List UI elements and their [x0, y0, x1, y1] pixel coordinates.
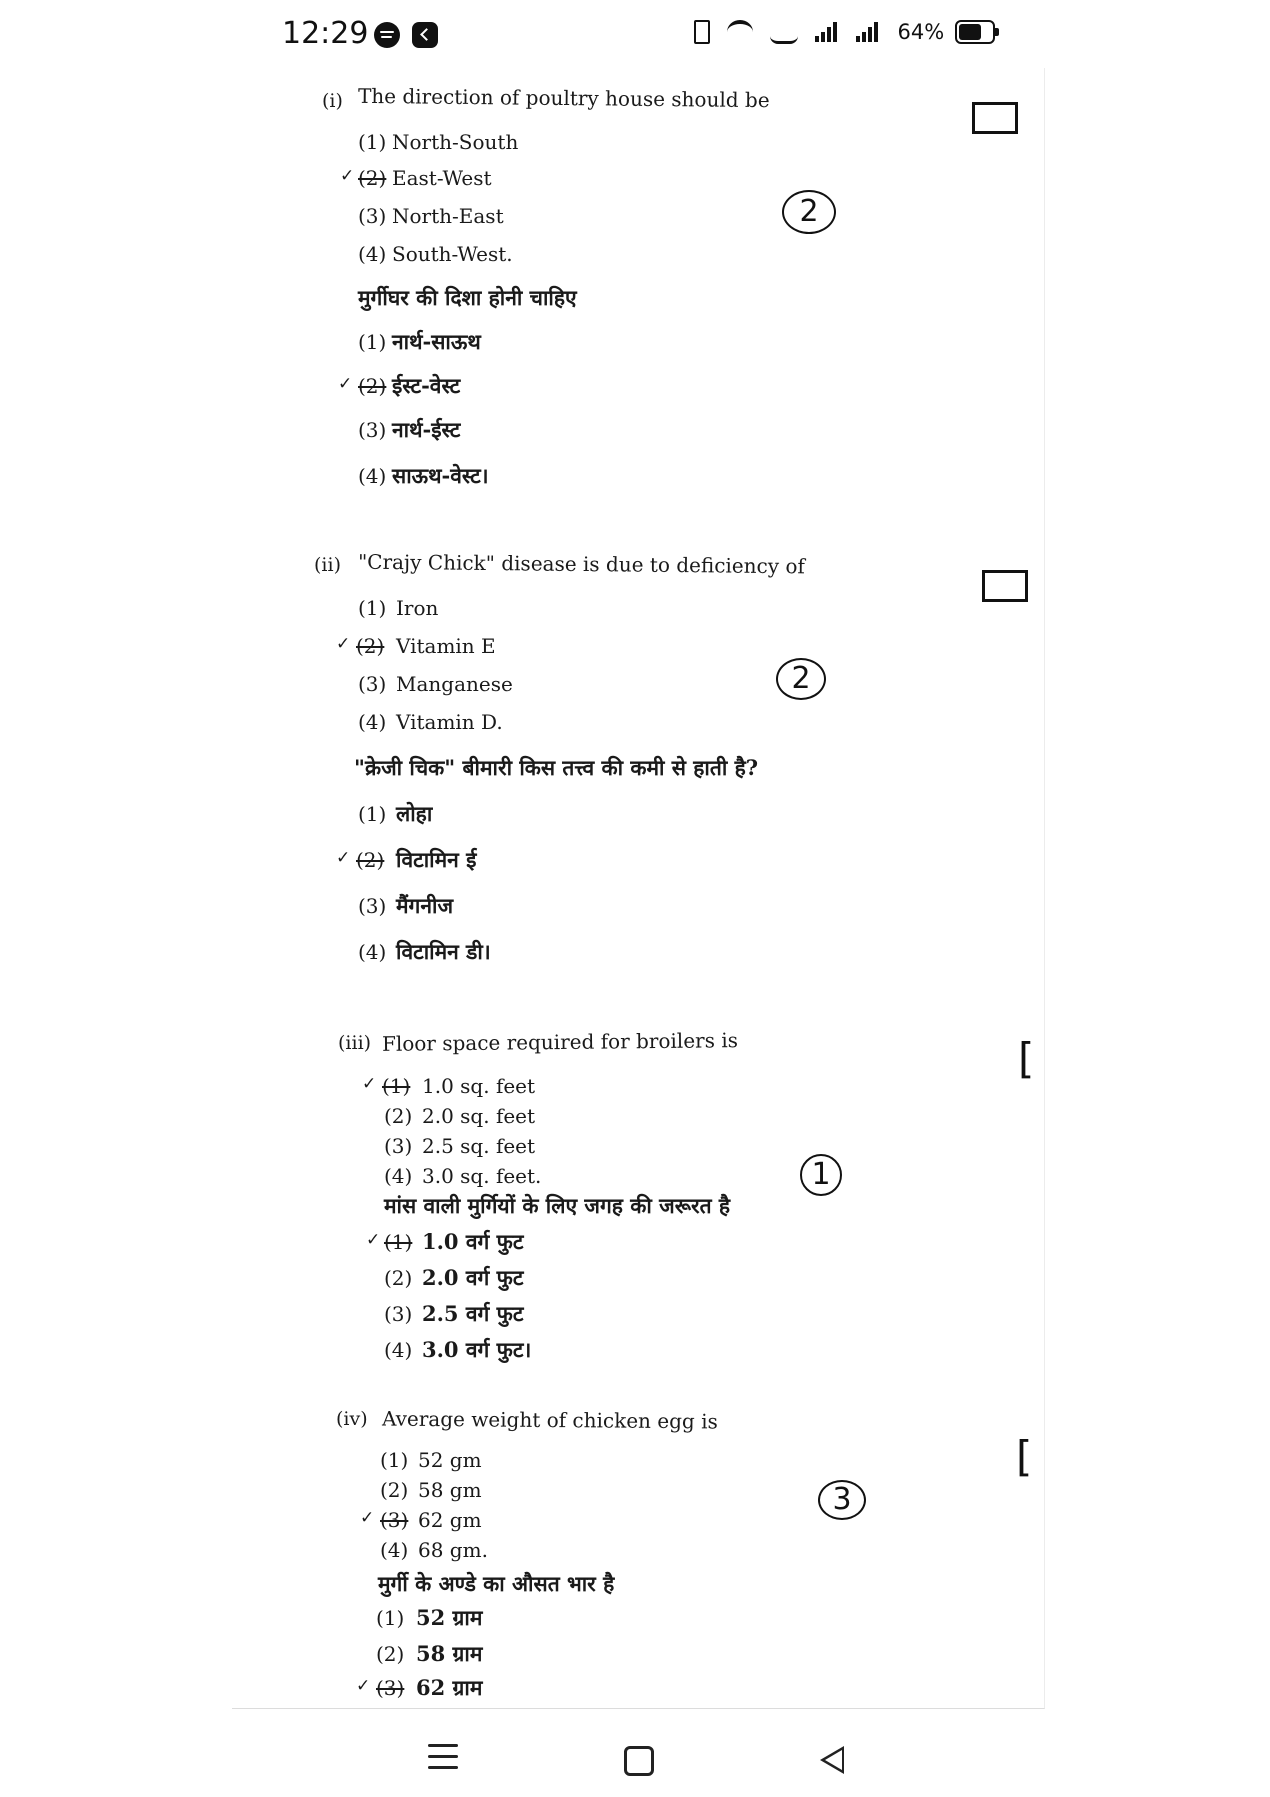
- answer-bracket: [: [1018, 1034, 1035, 1083]
- option-text: Iron: [396, 596, 439, 620]
- option-number: (2): [358, 374, 387, 398]
- option-text: 1.0 sq. feet: [422, 1074, 536, 1098]
- home-icon[interactable]: [624, 1746, 654, 1776]
- option-text-hindi: 62 ग्राम: [416, 1675, 483, 1700]
- option-text-hindi: 52 ग्राम: [416, 1605, 483, 1630]
- battery-icon: [955, 20, 995, 44]
- option-number: (1): [376, 1606, 405, 1630]
- option-number: (2): [358, 166, 387, 190]
- option-number: (4): [358, 242, 387, 266]
- menu-icon[interactable]: [428, 1744, 458, 1770]
- option-number: (2): [380, 1478, 409, 1502]
- navigation-bar: [0, 1708, 1270, 1797]
- option-text-hindi: 2.0 वर्ग फुट: [422, 1265, 524, 1290]
- answer-circle: 2: [776, 658, 826, 700]
- answer-bracket: [: [1016, 1432, 1033, 1481]
- spotify-icon: [374, 22, 400, 48]
- tick-mark: ✓: [360, 1508, 375, 1528]
- app-notification-icon: [412, 22, 438, 48]
- option-number: (2): [376, 1642, 405, 1666]
- answer-circle: 3: [818, 1480, 866, 1520]
- wifi-calling-icon: [770, 21, 798, 44]
- option-text-hindi: 1.0 वर्ग फुट: [422, 1229, 524, 1254]
- question-number: (iv): [336, 1408, 368, 1430]
- option-number: (1): [384, 1230, 413, 1254]
- option-number: (4): [358, 710, 387, 734]
- option-number: (1): [358, 130, 387, 154]
- status-time: 12:29: [282, 16, 369, 51]
- question-text: Average weight of chicken egg is: [381, 1406, 718, 1434]
- option-number: (2): [384, 1104, 413, 1128]
- option-number: (3): [358, 204, 387, 228]
- option-text: Vitamin E: [396, 634, 496, 658]
- option-text-hindi: साऊथ-वेस्ट।: [392, 463, 489, 488]
- option-text: 2.0 sq. feet: [422, 1104, 536, 1128]
- answer-circle: 1: [800, 1154, 842, 1196]
- option-number: (3): [376, 1676, 405, 1700]
- option-text: North-South: [392, 130, 519, 154]
- option-number: (4): [358, 940, 387, 964]
- answer-box[interactable]: [972, 102, 1018, 134]
- option-number: (3): [358, 672, 387, 696]
- option-number: (2): [356, 848, 385, 872]
- question-text-hindi: मुर्गी के अण्डे का औसत भार है: [378, 1571, 615, 1596]
- option-number: (1): [380, 1448, 409, 1472]
- option-number: (2): [356, 634, 385, 658]
- option-text-hindi: लोहा: [396, 801, 433, 826]
- option-number: (1): [382, 1074, 411, 1098]
- signal-icon: [815, 22, 839, 42]
- question-number: (i): [322, 90, 343, 112]
- option-text-hindi: विटामिन ई: [396, 847, 477, 872]
- vibrate-icon: [694, 20, 710, 44]
- question-text: The direction of poultry house should be: [357, 83, 770, 113]
- option-number: (4): [380, 1538, 409, 1562]
- tick-mark: ✓: [366, 1230, 381, 1250]
- option-text: 58 gm: [418, 1478, 482, 1502]
- tick-mark: ✓: [336, 634, 351, 654]
- option-number: (3): [384, 1134, 413, 1158]
- question-text-hindi: मुर्गीघर की दिशा होनी चाहिए: [358, 285, 577, 310]
- option-text-hindi: 2.5 वर्ग फुट: [422, 1301, 524, 1326]
- question-number: (iii): [338, 1032, 372, 1054]
- tick-mark: ✓: [362, 1074, 377, 1094]
- option-text-hindi: मैंगनीज: [396, 893, 454, 918]
- question-text: Floor space required for broilers is: [381, 1028, 739, 1056]
- option-number: (1): [358, 596, 387, 620]
- status-bar: [0, 0, 1270, 70]
- battery-percent: 64%: [897, 20, 945, 44]
- option-text-hindi: विटामिन डी।: [396, 939, 491, 964]
- tick-mark: ✓: [336, 848, 351, 868]
- option-number: (2): [384, 1266, 413, 1290]
- tick-mark: ✓: [356, 1676, 371, 1696]
- question-text-hindi: मांस वाली मुर्गियों के लिए जगह की जरूरत है: [384, 1193, 731, 1218]
- answer-circle: 2: [782, 190, 836, 234]
- option-text-hindi: ईस्ट-वेस्ट: [392, 373, 461, 398]
- option-text-hindi: 58 ग्राम: [416, 1641, 483, 1666]
- option-number: (3): [380, 1508, 409, 1532]
- question-text: "Crajy Chick" disease is due to deficiency of: [357, 549, 806, 579]
- option-text-hindi: नार्थ-साऊथ: [392, 329, 481, 354]
- option-number: (3): [358, 894, 387, 918]
- option-text-hindi: नार्थ-ईस्ट: [392, 417, 461, 442]
- option-text: North-East: [392, 204, 504, 228]
- wifi-icon: [727, 20, 753, 44]
- option-text: 3.0 sq. feet.: [422, 1164, 542, 1188]
- back-icon[interactable]: [820, 1746, 844, 1774]
- option-text-hindi: 3.0 वर्ग फुट।: [422, 1337, 532, 1362]
- option-text: Manganese: [396, 672, 513, 696]
- option-text: South-West.: [392, 242, 513, 266]
- option-text: 68 gm.: [418, 1538, 488, 1562]
- tick-mark: ✓: [338, 374, 353, 394]
- option-number: (1): [358, 330, 387, 354]
- option-number: (3): [384, 1302, 413, 1326]
- option-text: 52 gm: [418, 1448, 482, 1472]
- option-text: East-West: [392, 166, 492, 190]
- question-number: (ii): [314, 554, 341, 576]
- system-icons: [694, 20, 1007, 50]
- option-text: 62 gm: [418, 1508, 482, 1532]
- answer-box[interactable]: [982, 570, 1028, 602]
- option-number: (4): [358, 464, 387, 488]
- option-number: (1): [358, 802, 387, 826]
- option-number: (4): [384, 1164, 413, 1188]
- option-number: (3): [358, 418, 387, 442]
- option-text: Vitamin D.: [396, 710, 503, 734]
- question-text-hindi: "क्रेजी चिक" बीमारी किस तत्त्व की कमी से हाती है?: [354, 755, 759, 780]
- signal-icon: [856, 22, 880, 42]
- tick-mark: ✓: [340, 166, 355, 186]
- option-text: 2.5 sq. feet: [422, 1134, 536, 1158]
- option-number: (4): [384, 1338, 413, 1362]
- document-page[interactable]: [232, 68, 1045, 1709]
